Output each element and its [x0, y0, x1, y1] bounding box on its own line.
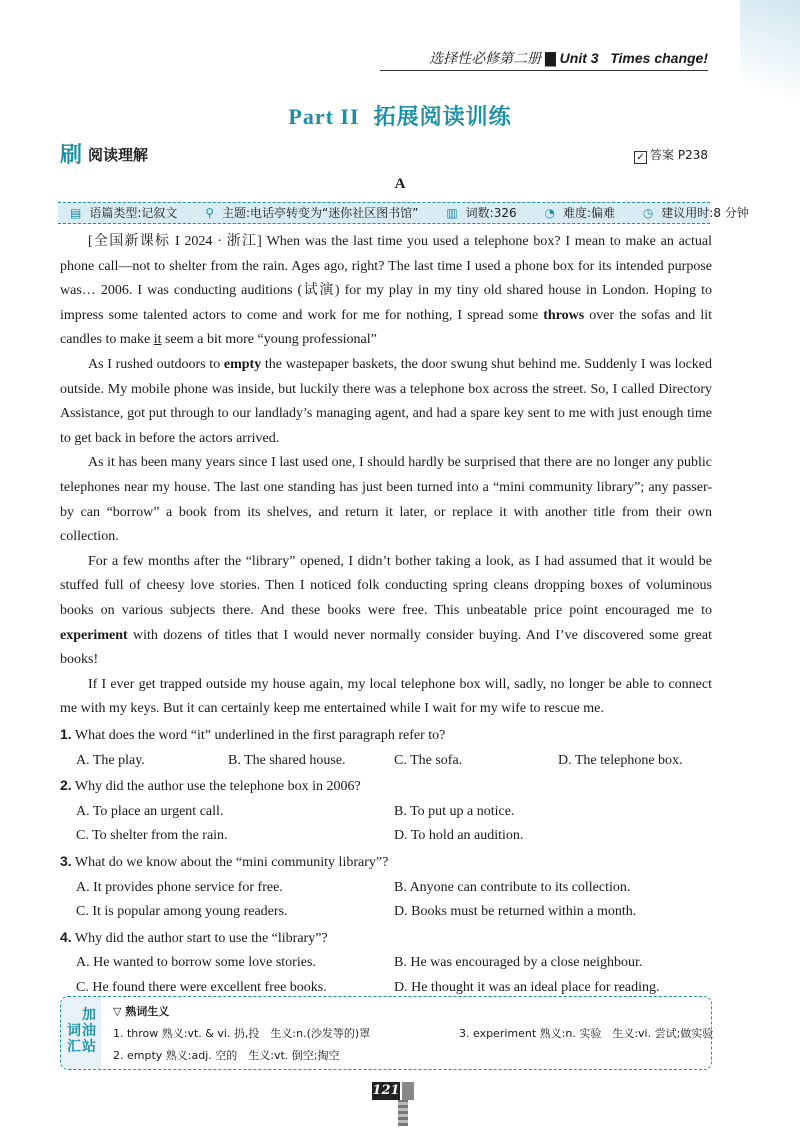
clock-icon: ◷ — [642, 206, 654, 220]
option-a[interactable]: A. To place an urgent call. — [76, 803, 224, 819]
book-title: 选择性必修第二册 — [429, 50, 542, 66]
info-genre: 语篇类型:记叙文 — [89, 206, 178, 220]
info-time: 建议用时:8 分钟 — [661, 206, 749, 220]
option-d[interactable]: D. He thought it was an ideal place for reading. — [394, 979, 660, 995]
page-marker — [402, 1082, 414, 1100]
vocab-item-empty: 2. empty 熟义:adj. 空的 生义:vt. 倒空;掏空 — [113, 1049, 340, 1062]
question-3-options-row1 — [60, 876, 712, 901]
option-a[interactable]: A. It provides phone service for free. — [76, 879, 283, 895]
option-d[interactable]: D. The telephone box. — [558, 752, 683, 768]
keyword-throws: throws — [543, 307, 585, 323]
document-icon: ▤ — [70, 206, 82, 220]
answer-text: 答案 P238 — [650, 148, 708, 162]
option-b[interactable]: B. The shared house. — [228, 752, 346, 768]
section-title: 阅读理解 — [88, 146, 149, 164]
option-c[interactable]: C. He found there were excellent free books. — [76, 979, 327, 995]
option-b[interactable]: B. He was encouraged by a close neighbour. — [394, 955, 643, 971]
brush-icon: 刷 — [60, 143, 83, 168]
vocab-item-experiment: 3. experiment 熟义:n. 实验 生义:vi. 尝试;做实验 — [459, 1027, 714, 1040]
vocab-item-throw: 1. throw 熟义:vt. & vi. 扔,投 生义:n.(沙发等的)罩 — [113, 1027, 371, 1040]
option-a[interactable]: A. The play. — [76, 752, 145, 768]
info-words: 词数:326 — [465, 206, 517, 220]
question-3-options-row2 — [60, 900, 712, 925]
part-name: 拓展阅读训练 — [373, 104, 512, 130]
paragraph-3: As it has been many years since I last used one, I should hardly be surprised that there are no longer any public telephones near my house. The last one standing has just been turned into a “mini community library”; any passer-by can “borrow” a book from its shelves, and return it later, or replace it with another title from their own collection. — [60, 455, 712, 545]
triangle-icon: ▽ — [113, 1005, 126, 1018]
passage-label: A — [394, 176, 406, 192]
paragraph-1: [全国新课标 I 2024 · 浙江] When was the last time you used a telephone box? I mean to make an actual phone call—not to shelter from the rain. Ages ago, right? The last time I used a phone box for its intended purpose was… 2006. I was conducting auditions (试演) for my play in my tiny old shared house in London. Hoping to impress some talented actors to come and work for me for nothing, I spread some throws over the sofas and lit candles to make it seem a bit more “young professional” — [60, 234, 712, 348]
vocabulary-title: ▽ 熟词生义 — [113, 1005, 170, 1018]
vocabulary-content — [113, 1003, 714, 1069]
option-c[interactable]: C. The sofa. — [394, 752, 463, 768]
keyword-empty: empty — [223, 356, 262, 372]
option-a[interactable]: A. He wanted to borrow some love stories. — [76, 955, 316, 971]
question-3: 3. What do we know about the “mini community library”? — [60, 852, 389, 870]
question-4: 4. Why did the author start to use the “library”? — [60, 928, 328, 946]
question-list — [60, 722, 712, 1001]
part-label: Part II — [288, 104, 360, 129]
book-icon: ▇ — [544, 50, 556, 66]
paragraph-2: As I rushed outdoors to empty the wastepaper baskets, the door swung shut behind me. Suddenly I was locked outside. My mobile phone was inside, but luckily there was a telephone box across the street. So, I called Directory Assistance, got put through to our landlady’s managing agent, and had a spare key sent to me with just enough time to get back in before the actors arrived. — [60, 356, 712, 446]
question-1-options — [60, 749, 712, 774]
question-2: 2. Why did the author use the telephone box in 2006? — [60, 777, 361, 795]
info-theme: 主题:电话亭转变为“迷你社区图书馆” — [222, 206, 419, 220]
question-2-options-row2 — [60, 824, 712, 849]
option-c[interactable]: C. It is popular among young readers. — [76, 904, 288, 920]
search-icon: ⚲ — [205, 206, 215, 220]
option-d[interactable]: D. To hold an audition. — [394, 828, 524, 844]
paragraph-5: If I ever get trapped outside my house again, my local telephone box will, sadly, no longer be able to connect me with my keys. But it can certainly keep me entertained while I wait for my wife to rescue me. — [60, 676, 712, 717]
paragraph-4: For a few months after the “library” opened, I didn’t bother taking a look, as I had assumed that it would be stuffed full of cheesy love stories. Then I noticed folk conducting spring cleans dropping boxes of voluminous books on various subjects there. And these books were free. This unbeatable price point encouraged me to experiment with dozens of titles that I would never normally consider buying. And I’ve discovered some great books! — [60, 553, 712, 668]
side-label-station: 加油站 — [82, 1007, 96, 1055]
option-c[interactable]: C. To shelter from the rain. — [76, 828, 228, 844]
side-label-vocab: 词汇 — [67, 1023, 81, 1055]
vocabulary-row-2 — [113, 1047, 703, 1069]
page-marker-stripes — [398, 1100, 408, 1126]
gauge-icon: ◔ — [544, 206, 555, 220]
info-bar — [58, 202, 749, 224]
vocabulary-row-1 — [113, 1025, 714, 1047]
question-4-options-row1 — [60, 951, 712, 976]
reading-passage — [60, 230, 712, 722]
vocabulary-side-label — [61, 997, 101, 1069]
option-b[interactable]: B. To put up a notice. — [394, 803, 515, 819]
option-b[interactable]: B. Anyone can contribute to its collection. — [394, 879, 631, 895]
running-header — [380, 48, 708, 71]
page-number: 121 — [372, 1083, 400, 1098]
corner-decoration — [740, 0, 800, 110]
section-heading — [60, 138, 148, 169]
vocabulary-box — [60, 996, 712, 1070]
keyword-experiment: experiment — [60, 627, 128, 643]
unit-title: Times change! — [610, 50, 708, 66]
part-title — [0, 100, 800, 131]
info-difficulty: 难度:偏难 — [562, 206, 615, 220]
unit-label: Unit 3 — [559, 50, 599, 66]
underlined-it: it — [153, 332, 162, 348]
question-1: 1. What does the word “it” underlined in the first paragraph refer to? — [60, 726, 446, 743]
book-icon: ▥ — [446, 206, 458, 220]
question-2-options-row1 — [60, 800, 712, 825]
answer-reference — [634, 146, 708, 164]
checkbox-icon: ✓ — [634, 151, 647, 164]
option-d[interactable]: D. Books must be returned within a month. — [394, 904, 637, 920]
